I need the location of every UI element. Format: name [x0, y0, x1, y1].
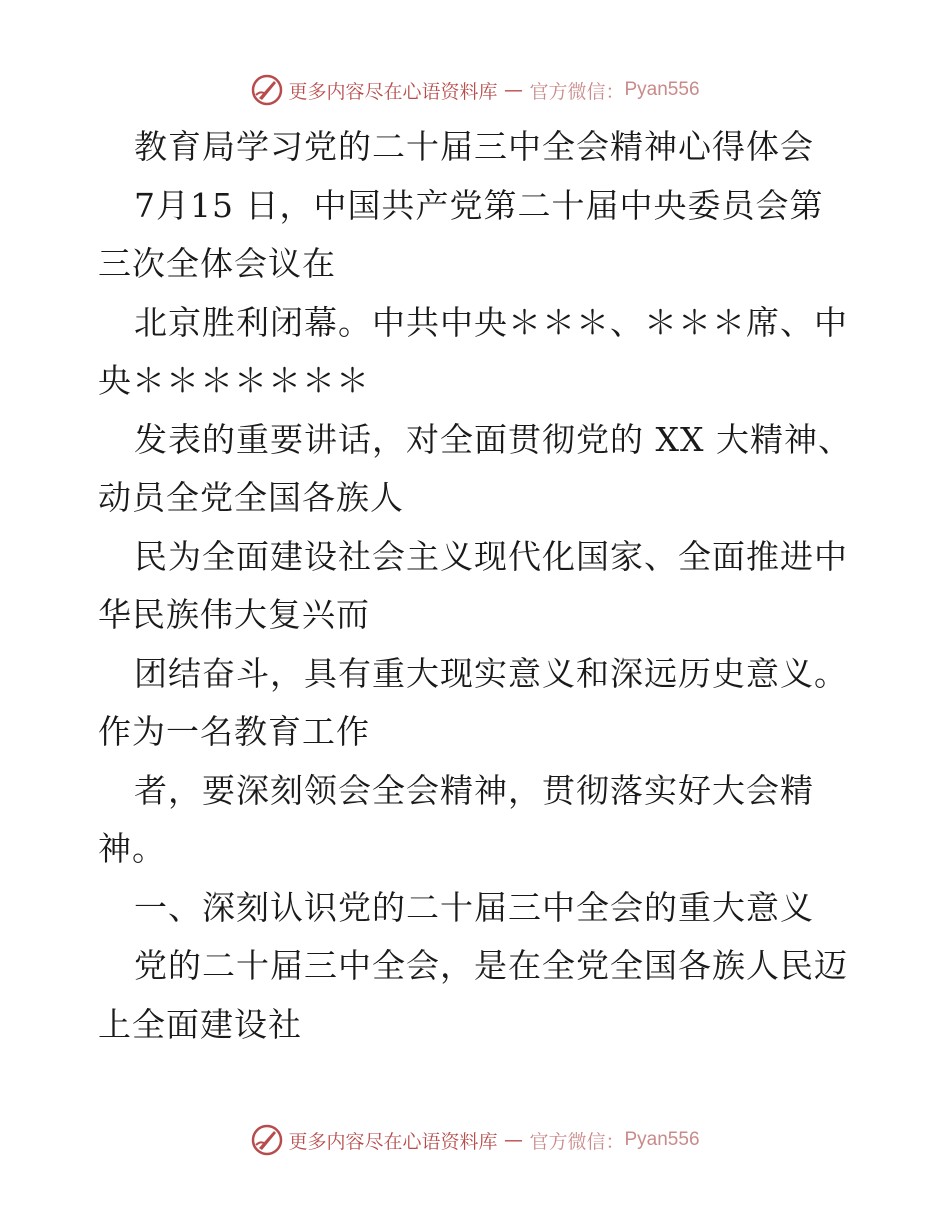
footer-watermark — [0, 1120, 950, 1160]
paragraph-line: 民为全面建设社会主义现代化国家、全面推进中 — [134, 536, 848, 576]
header-watermark — [0, 70, 950, 110]
watermark-wechat-label: 官方微信： — [529, 1130, 625, 1153]
document-title: 教育局学习党的二十届三中全会精神心得体会 — [134, 127, 814, 166]
watermark-dash: — — [503, 1129, 523, 1151]
paragraph-line: 党的二十届三中全会，是在全党全国各族人民迈 — [134, 946, 848, 985]
paragraph-line: 北京胜利闭幕。中共中央＊＊＊、＊＊＊席、中 — [134, 302, 848, 342]
paragraph-line: 7月15 日，中国共产党第二十届中央委员会第 — [134, 185, 824, 225]
paragraph-line: 三次全体会议在 — [98, 244, 336, 283]
paragraph-line: 华民族伟大复兴而 — [98, 595, 370, 634]
section-heading: 一、深刻认识党的二十届三中全会的重大意义 — [134, 887, 814, 927]
paragraph-line: 动员全党全国各族人 — [98, 478, 404, 517]
watermark-site-text: 更多内容尽在心语资料库 — [288, 1130, 498, 1153]
quill-pen-logo-icon — [250, 1123, 284, 1157]
watermark-dash: — — [503, 79, 523, 101]
paragraph-line: 作为一名教育工作 — [98, 712, 370, 751]
paragraph-line: 发表的重要讲话，对全面贯彻党的 XX 大精神、 — [134, 419, 852, 459]
paragraph-line: 者，要深刻领会全会精神，贯彻落实好大会精 — [134, 770, 814, 810]
watermark-site-text: 更多内容尽在心语资料库 — [288, 80, 498, 103]
paragraph-line: 团结奋斗，具有重大现实意义和深远历史意义。 — [134, 653, 848, 693]
watermark-wechat-id: Pyan556 — [624, 1129, 700, 1150]
paragraph-line: 神。 — [98, 829, 166, 868]
watermark-wechat-id: Pyan556 — [624, 79, 700, 100]
watermark-wechat-label: 官方微信： — [529, 80, 625, 103]
quill-pen-logo-icon — [250, 73, 284, 107]
document-body — [98, 118, 858, 1054]
paragraph-line: 上全面建设社 — [98, 1004, 302, 1044]
paragraph-line: 央＊＊＊＊＊＊＊ — [98, 361, 370, 400]
